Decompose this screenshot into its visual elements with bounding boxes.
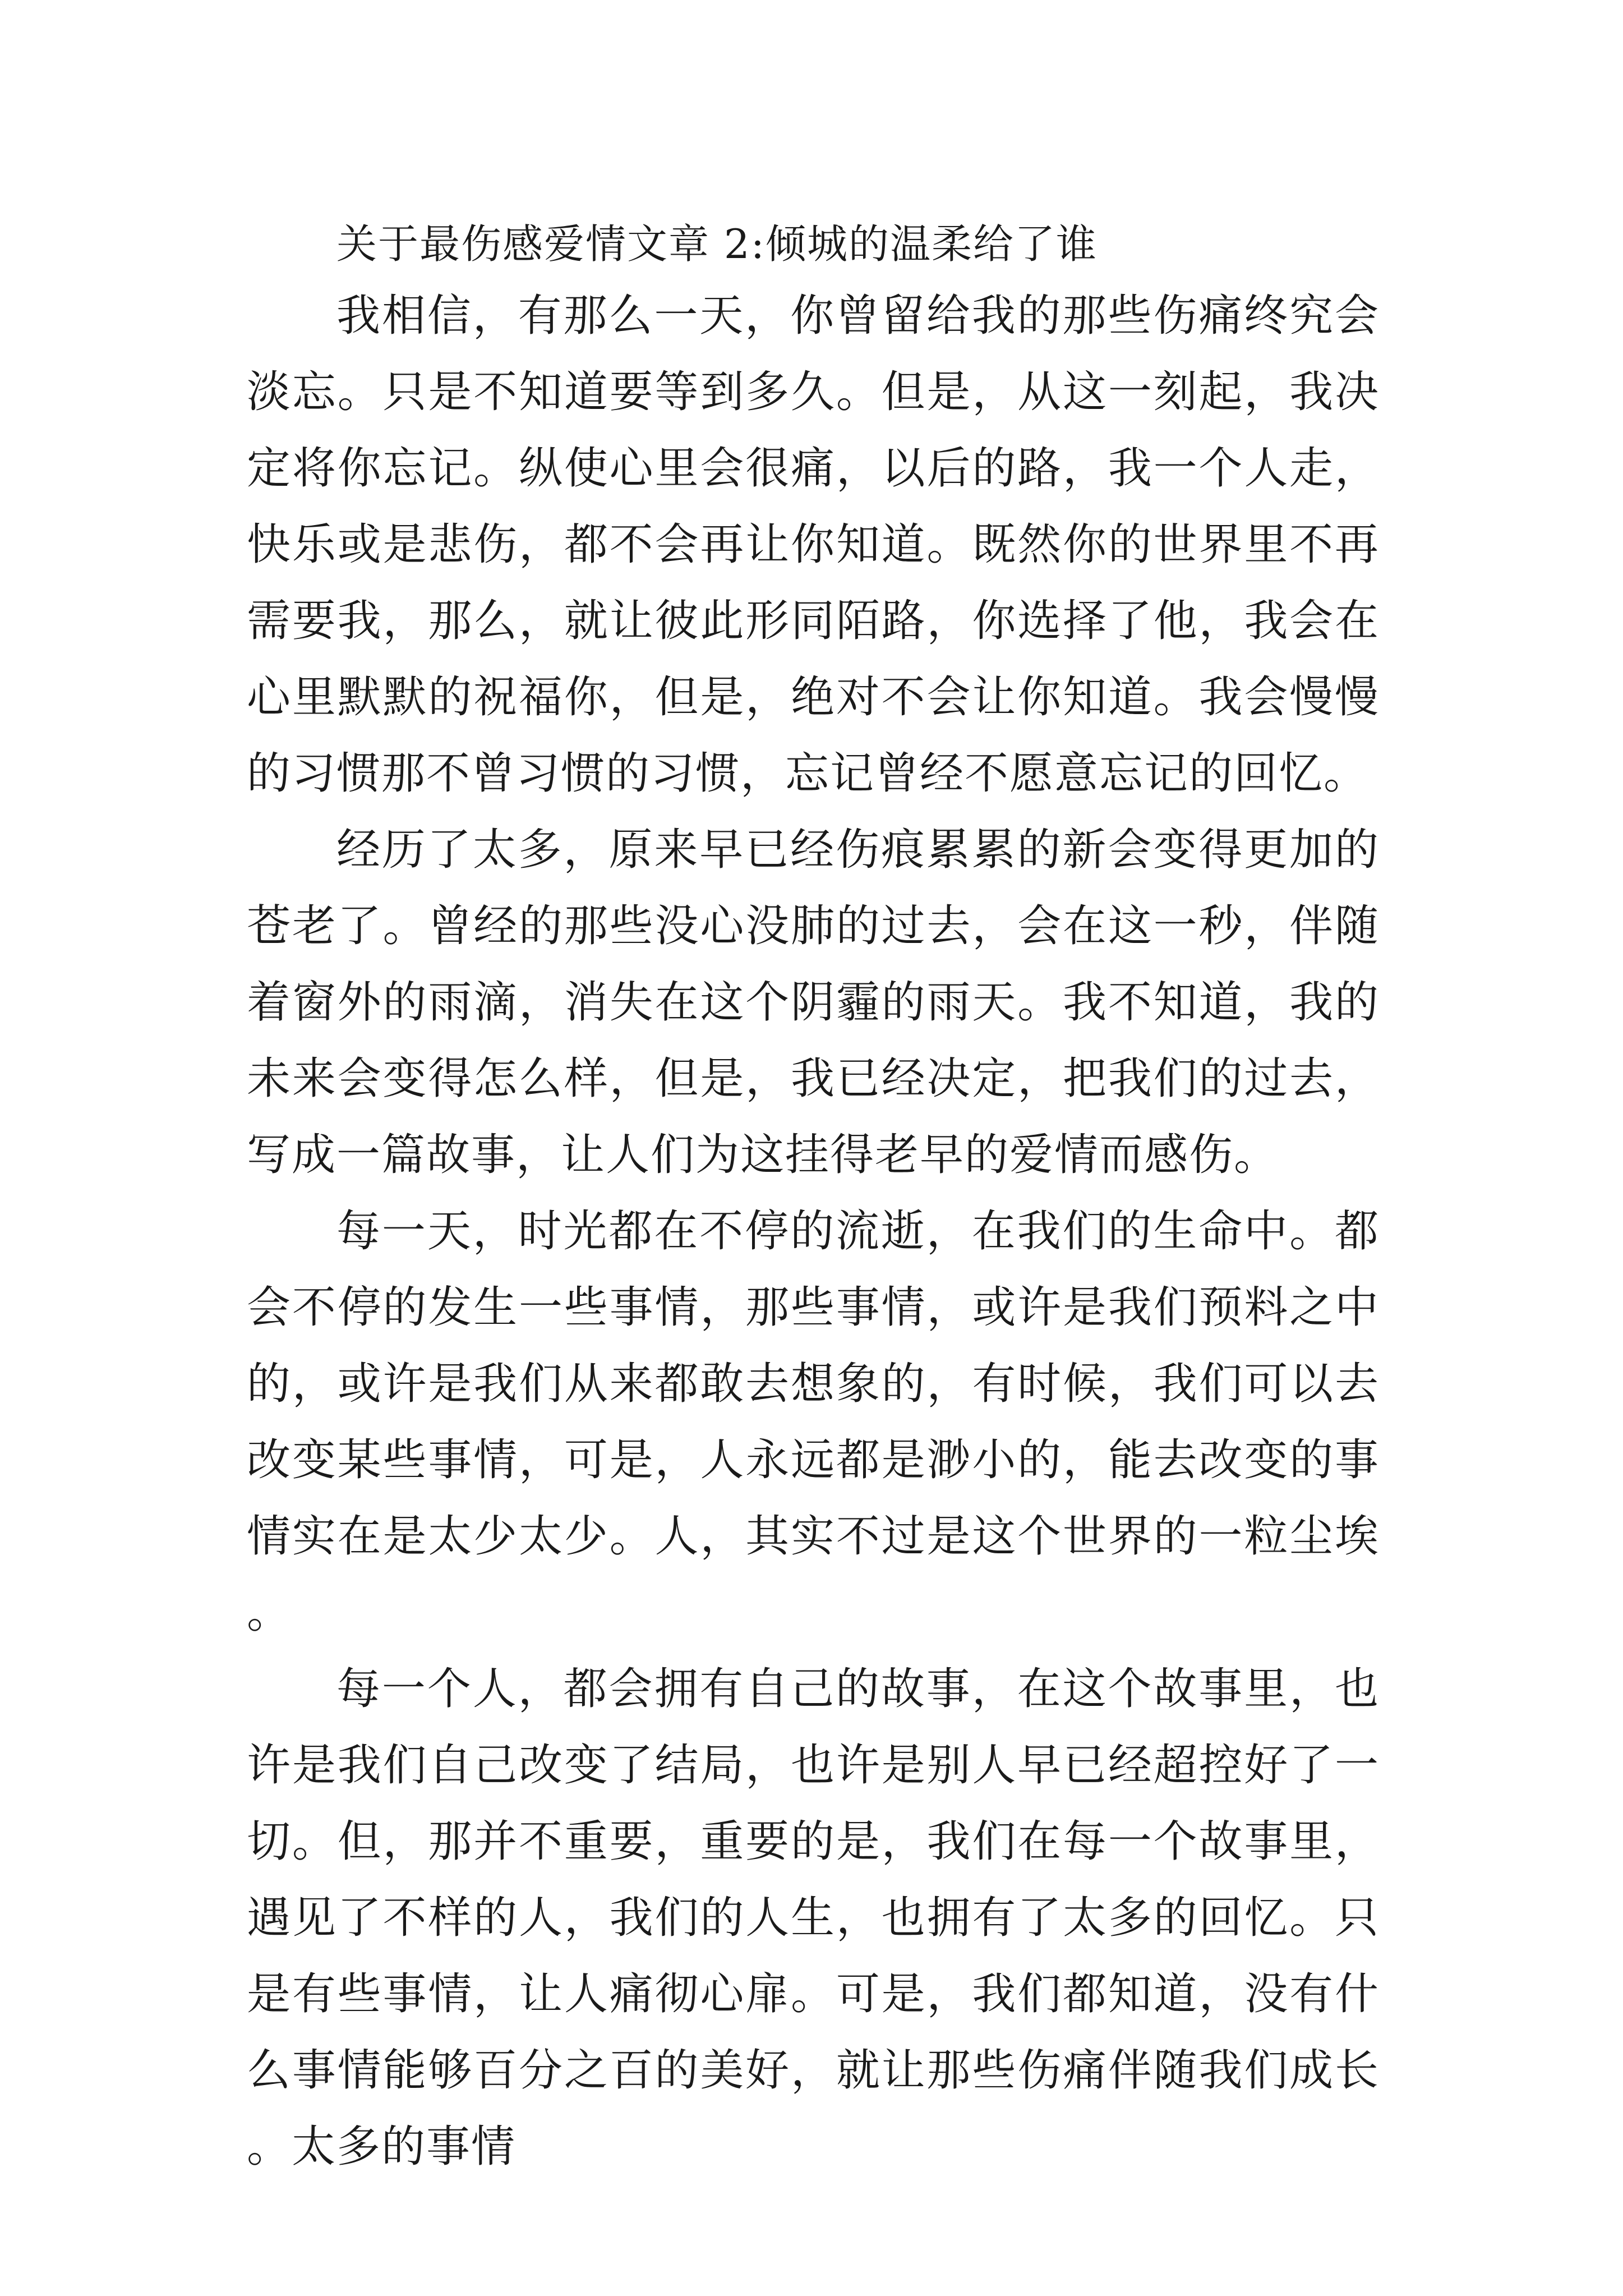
article-title: 关于最伤感爱情文章 2:倾城的温柔给了谁 bbox=[336, 220, 1098, 268]
paragraph-3: 每一天，时光都在不停的流逝，在我们的生命中。都会不停的发生一些事情，那些事情，或许是我们预料之中的，或许是我们从来都敢去想象的，有时候，我们可以去改变某些事情，可是，人永远都是渺小的，能去改变的事情实在是太少太少。人，其实不过是这个世界的一粒尘埃。 bbox=[247, 1206, 1380, 1638]
paragraph-4: 每一个人，都会拥有自己的故事，在这个故事里，也许是我们自己改变了结局，也许是别人早已经超控好了一切。但，那并不重要，重要的是，我们在每一个故事里，遇见了不样的人，我们的人生，也拥有了太多的回忆。只是有些事情，让人痛彻心扉。可是，我们都知道，没有什么事情能够百分之百的美好，就让那些伤痛伴随我们成长。太多的事情 bbox=[247, 1664, 1380, 2172]
paragraph-2: 经历了太多，原来早已经伤痕累累的新会变得更加的苍老了。曾经的那些没心没肺的过去，会在这一秒，伴随着窗外的雨滴，消失在这个阴霾的雨天。我不知道，我的未来会变得怎么样，但是，我已经决定，把我们的过去，写成一篇故事，让人们为这挂得老早的爱情而感伤。 bbox=[247, 825, 1380, 1180]
document-body bbox=[247, 210, 1380, 2185]
paragraph-1: 我相信，有那么一天，你曾留给我的那些伤痛终究会淡忘。只是不知道要等到多久。但是，从这一刻起，我决定将你忘记。纵使心里会很痛，以后的路，我一个人走，快乐或是悲伤，都不会再让你知道。既然你的世界里不再需要我，那么，就让彼此形同陌路，你选择了他，我会在心里默默的祝福你，但是，绝对不会让你知道。我会慢慢的习惯那不曾习惯的习惯，忘记曾经不愿意忘记的回忆。 bbox=[247, 291, 1380, 799]
